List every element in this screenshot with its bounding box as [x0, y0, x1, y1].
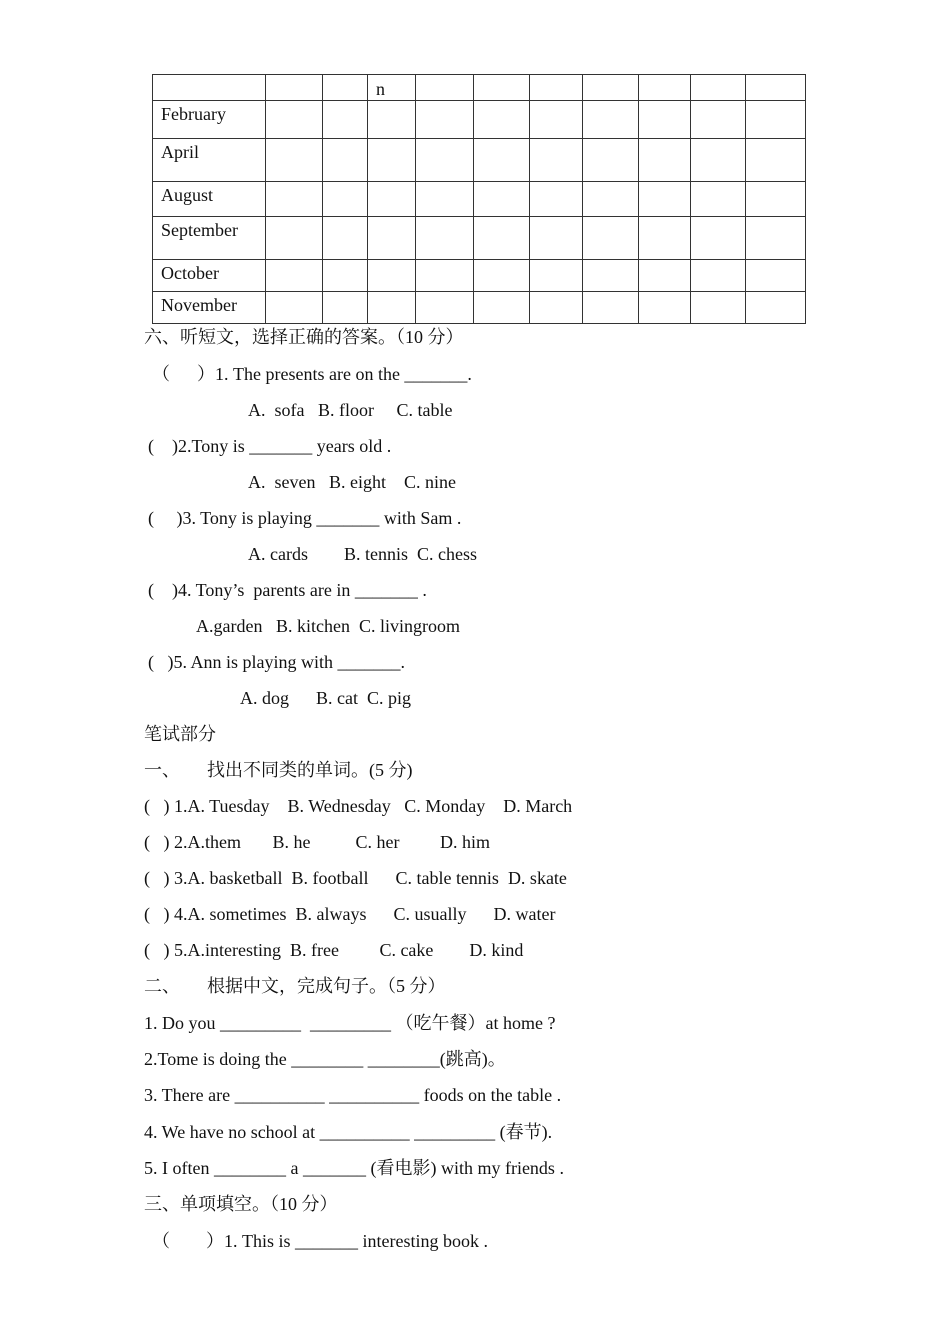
table-cell	[323, 75, 368, 101]
table-row	[153, 139, 806, 182]
sentence-3: 3. There are __________ __________ foods on the table .	[144, 1085, 562, 1105]
written-part-heading: 笔试部分	[144, 724, 216, 744]
section-heading-single-choice: 三、单项填空。（10 分）	[144, 1194, 338, 1214]
sentence-1: 1. Do you _________ _________ （吃午餐）at home ?	[144, 1013, 556, 1033]
question-odd-5: ( ) 5.A.interesting B. free C. cake D. kind	[144, 940, 524, 960]
question-odd-2: ( ) 2.A.them B. he C. her D. him	[144, 832, 490, 852]
options-listening-3: A. cards B. tennis C. chess	[248, 544, 477, 564]
question-choice-1: （ ）1. This is _______ interesting book .	[152, 1231, 488, 1251]
question-listening-1: （ ）1. The presents are on the _______.	[152, 364, 472, 384]
month-label: September	[153, 217, 266, 260]
table-cell	[416, 75, 474, 101]
section-heading-complete-sentences: 二、 根据中文，完成句子。（5 分）	[144, 976, 446, 996]
month-label: November	[153, 292, 266, 324]
table-row	[153, 260, 806, 292]
months-table	[152, 74, 806, 324]
table-cell	[691, 75, 746, 101]
table-header-row	[153, 75, 806, 101]
table-cell	[583, 75, 639, 101]
table-row	[153, 182, 806, 217]
month-label: February	[153, 101, 266, 139]
question-listening-3: ( )3. Tony is playing _______ with Sam .	[148, 508, 462, 528]
sentence-2: 2.Tome is doing the ________ ________(跳高)。	[144, 1049, 506, 1069]
options-listening-2: A. seven B. eight C. nine	[248, 472, 456, 492]
table-header-marker: n	[368, 75, 416, 101]
table-row	[153, 217, 806, 260]
table-row	[153, 292, 806, 324]
table-cell	[474, 75, 530, 101]
table-cell	[266, 75, 323, 101]
section-heading-listening: 六、听短文，选择正确的答案。（10 分）	[144, 327, 464, 347]
question-odd-3: ( ) 3.A. basketball B. football C. table tennis D. skate	[144, 868, 567, 888]
section-heading-odd-one-out: 一、 找出不同类的单词。(5 分)	[144, 760, 413, 780]
sentence-5: 5. I often ________ a _______ (看电影) with my friends .	[144, 1158, 564, 1178]
month-label: October	[153, 260, 266, 292]
sentence-4: 4. We have no school at __________ _________ (春节).	[144, 1122, 553, 1142]
question-listening-2: ( )2.Tony is _______ years old .	[148, 436, 392, 456]
table-cell	[530, 75, 583, 101]
month-label: August	[153, 182, 266, 217]
month-label: April	[153, 139, 266, 182]
question-odd-1: ( ) 1.A. Tuesday B. Wednesday C. Monday D. March	[144, 796, 573, 816]
options-listening-5: A. dog B. cat C. pig	[240, 688, 411, 708]
table-row	[153, 101, 806, 139]
options-listening-4: A.garden B. kitchen C. livingroom	[196, 616, 460, 636]
table-cell	[746, 75, 806, 101]
table-cell	[639, 75, 691, 101]
options-listening-1: A. sofa B. floor C. table	[248, 400, 453, 420]
table-cell	[153, 75, 266, 101]
question-odd-4: ( ) 4.A. sometimes B. always C. usually D. water	[144, 904, 556, 924]
question-listening-5: ( )5. Ann is playing with _______.	[148, 652, 405, 672]
question-listening-4: ( )4. Tony’s parents are in _______ .	[148, 580, 427, 600]
